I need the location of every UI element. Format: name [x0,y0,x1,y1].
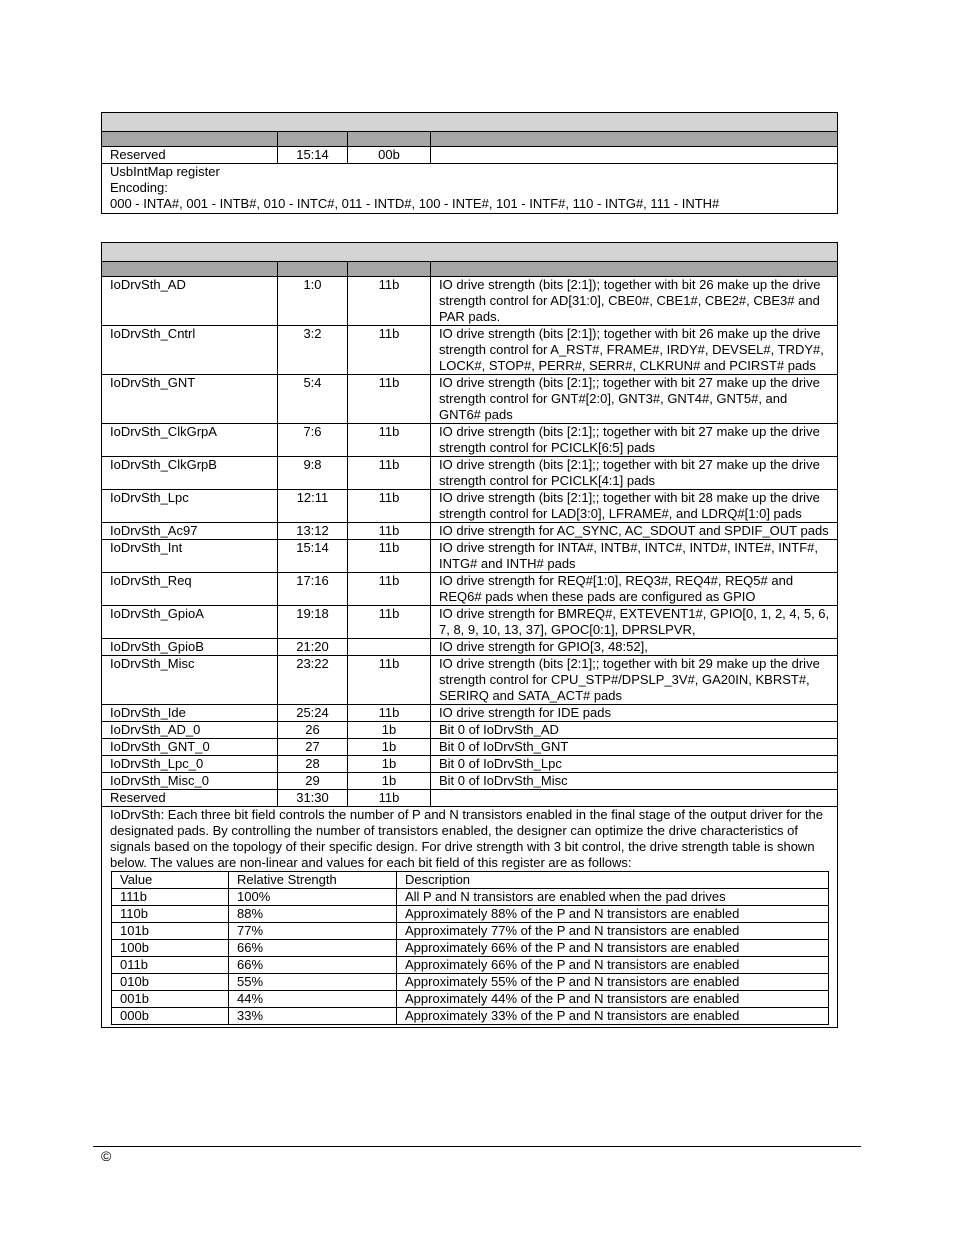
field-bits: 7:6 [278,424,348,457]
strength-description: Approximately 66% of the P and N transistors are enabled [397,957,829,974]
field-default: 11b [348,790,431,807]
table-row [102,573,838,606]
field-description: IO drive strength (bits [2:1]); together with bit 26 make up the drive strength control for AD[31:0], CBE0#, CBE1#, CBE2#, CBE3# and PAR pads. [431,277,838,326]
strength-description: Approximately 88% of the P and N transistors are enabled [397,906,829,923]
strength-relative: 77% [229,923,397,940]
table-row [102,523,838,540]
field-name: IoDrvSth_Int [102,540,278,573]
note-line: 000 - INTA#, 001 - INTB#, 010 - INTC#, 011 - INTD#, 100 - INTE#, 101 - INTF#, 110 - INTG#, 111 - INTH# [110,196,720,211]
field-bits: 29 [278,773,348,790]
strength-relative: 55% [229,974,397,991]
table-header-row [102,132,838,147]
field-bits: 5:4 [278,375,348,424]
header-description: Description [397,872,829,889]
table-header-row [102,262,838,277]
field-description: IO drive strength for BMREQ#, EXTEVENT1#, GPIO[0, 1, 2, 4, 5, 6, 7, 8, 9, 10, 13, 37], GPOC[0:1], DPRSLPVR, [431,606,838,639]
strength-row [112,991,829,1008]
field-default: 00b [348,147,431,164]
strength-relative: 88% [229,906,397,923]
field-default: 11b [348,540,431,573]
field-description: IO drive strength (bits [2:1];; together with bit 28 make up the drive strength control for LAD[3:0], LFRAME#, and LDRQ#[1:0] pads [431,490,838,523]
field-description: Bit 0 of IoDrvSth_AD [431,722,838,739]
table-row [102,705,838,722]
strength-description: Approximately 66% of the P and N transistors are enabled [397,940,829,957]
strength-relative: 66% [229,957,397,974]
drive-strength-note: IoDrvSth: Each three bit field controls the number of P and N transistors enabled in the final stage of the output driver for the designated pads. By controlling the number of transistors enabled, the designer can optimize the drive characteristics of signals based on the topology of their specific design. For drive strength with 3 bit control, the drive strength table is shown below. The values are non-linear and values for each bit field of this register are as follows: [110,807,823,870]
field-bits: 3:2 [278,326,348,375]
strength-value: 011b [112,957,229,974]
table-row [102,457,838,490]
strength-value: 111b [112,889,229,906]
field-default: 1b [348,722,431,739]
field-bits: 27 [278,739,348,756]
field-description: IO drive strength for AC_SYNC, AC_SDOUT and SPDIF_OUT pads [431,523,838,540]
strength-relative: 44% [229,991,397,1008]
field-default [348,639,431,656]
field-bits: 15:14 [278,147,348,164]
field-default: 11b [348,523,431,540]
field-name: IoDrvSth_Req [102,573,278,606]
table-row [102,656,838,705]
table-row [102,773,838,790]
strength-relative: 66% [229,940,397,957]
field-description [431,147,838,164]
field-name: IoDrvSth_Misc_0 [102,773,278,790]
field-bits: 12:11 [278,490,348,523]
field-name: Reserved [102,790,278,807]
field-name: IoDrvSth_ClkGrpB [102,457,278,490]
table-note-row [102,807,838,1028]
table-row [102,375,838,424]
note-line: UsbIntMap register [110,164,220,179]
field-description: IO drive strength for INTA#, INTB#, INTC#, INTD#, INTE#, INTF#, INTG# and INTH# pads [431,540,838,573]
table-row [102,424,838,457]
strength-row [112,974,829,991]
strength-row [112,889,829,906]
field-description: Bit 0 of IoDrvSth_Misc [431,773,838,790]
table-note-row [102,164,838,214]
table-title-bar [102,243,838,262]
field-description: IO drive strength for IDE pads [431,705,838,722]
strength-row [112,940,829,957]
field-name: IoDrvSth_GpioA [102,606,278,639]
field-description: IO drive strength (bits [2:1]); together with bit 26 make up the drive strength control for A_RST#, FRAME#, IRDY#, DEVSEL#, TRDY#, LOCK#, STOP#, PERR#, SERR#, CLKRUN# and PCIRST# pads [431,326,838,375]
header-relative-strength: Relative Strength [229,872,397,889]
strength-row [112,1008,829,1025]
field-bits: 1:0 [278,277,348,326]
field-name: IoDrvSth_Misc [102,656,278,705]
table-row [102,756,838,773]
field-description [431,790,838,807]
field-bits: 9:8 [278,457,348,490]
field-description: IO drive strength for GPIO[3, 48:52], [431,639,838,656]
field-name: IoDrvSth_Cntrl [102,326,278,375]
field-bits: 23:22 [278,656,348,705]
strength-row [112,923,829,940]
strength-value: 010b [112,974,229,991]
table-row [102,540,838,573]
strength-value: 110b [112,906,229,923]
register-table-1 [101,112,838,214]
field-name: IoDrvSth_Lpc_0 [102,756,278,773]
field-default: 1b [348,739,431,756]
field-default: 11b [348,606,431,639]
field-default: 11b [348,656,431,705]
register-table-2 [101,242,838,1028]
field-bits: 26 [278,722,348,739]
field-description: IO drive strength (bits [2:1];; together with bit 27 make up the drive strength control for PCICLK[6:5] pads [431,424,838,457]
field-name: IoDrvSth_AD [102,277,278,326]
field-name: IoDrvSth_GNT_0 [102,739,278,756]
table-row [102,277,838,326]
strength-row [112,906,829,923]
table-row [102,739,838,756]
field-name: IoDrvSth_Lpc [102,490,278,523]
table-row [102,606,838,639]
table-title-bar [102,113,838,132]
field-name: IoDrvSth_Ac97 [102,523,278,540]
field-description: IO drive strength (bits [2:1];; together with bit 27 make up the drive strength control for PCICLK[4:1] pads [431,457,838,490]
field-description: IO drive strength for REQ#[1:0], REQ3#, REQ4#, REQ5# and REQ6# pads when these pads are configured as GPIO [431,573,838,606]
field-bits: 25:24 [278,705,348,722]
field-bits: 17:16 [278,573,348,606]
table-row [102,639,838,656]
drive-strength-table [111,871,829,1025]
field-bits: 19:18 [278,606,348,639]
strength-value: 001b [112,991,229,1008]
strength-relative: 100% [229,889,397,906]
field-description: Bit 0 of IoDrvSth_Lpc [431,756,838,773]
field-bits: 21:20 [278,639,348,656]
field-bits: 13:12 [278,523,348,540]
table-row [102,490,838,523]
field-bits: 15:14 [278,540,348,573]
field-default: 11b [348,424,431,457]
field-bits: 31:30 [278,790,348,807]
strength-description: Approximately 33% of the P and N transistors are enabled [397,1008,829,1025]
field-name: Reserved [102,147,278,164]
field-default: 1b [348,773,431,790]
table-row [102,147,838,164]
field-default: 11b [348,573,431,606]
copyright-symbol: © [101,1148,112,1164]
field-default: 11b [348,375,431,424]
strength-description: Approximately 44% of the P and N transistors are enabled [397,991,829,1008]
strength-row [112,957,829,974]
strength-description: All P and N transistors are enabled when the pad drives [397,889,829,906]
strength-value: 000b [112,1008,229,1025]
table-row [102,722,838,739]
field-default: 1b [348,756,431,773]
strength-value: 101b [112,923,229,940]
field-description: Bit 0 of IoDrvSth_GNT [431,739,838,756]
field-default: 11b [348,457,431,490]
field-default: 11b [348,277,431,326]
field-description: IO drive strength (bits [2:1];; together with bit 27 make up the drive strength control for GNT#[2:0], GNT3#, GNT4#, GNT5#, and GNT6# pads [431,375,838,424]
field-name: IoDrvSth_Ide [102,705,278,722]
field-default: 11b [348,326,431,375]
table-row [102,790,838,807]
strength-header-row [112,872,829,889]
field-description: IO drive strength (bits [2:1];; together with bit 29 make up the drive strength control for CPU_STP#/DPSLP_3V#, GA20IN, KBRST#, SERIRQ and SATA_ACT# pads [431,656,838,705]
field-name: IoDrvSth_ClkGrpA [102,424,278,457]
note-line: Encoding: [110,180,168,195]
field-name: IoDrvSth_GpioB [102,639,278,656]
field-default: 11b [348,705,431,722]
field-default: 11b [348,490,431,523]
table-row [102,326,838,375]
header-value: Value [112,872,229,889]
strength-relative: 33% [229,1008,397,1025]
field-name: IoDrvSth_AD_0 [102,722,278,739]
field-bits: 28 [278,756,348,773]
strength-value: 100b [112,940,229,957]
field-name: IoDrvSth_GNT [102,375,278,424]
strength-description: Approximately 77% of the P and N transistors are enabled [397,923,829,940]
footer-divider [93,1146,861,1147]
strength-description: Approximately 55% of the P and N transistors are enabled [397,974,829,991]
